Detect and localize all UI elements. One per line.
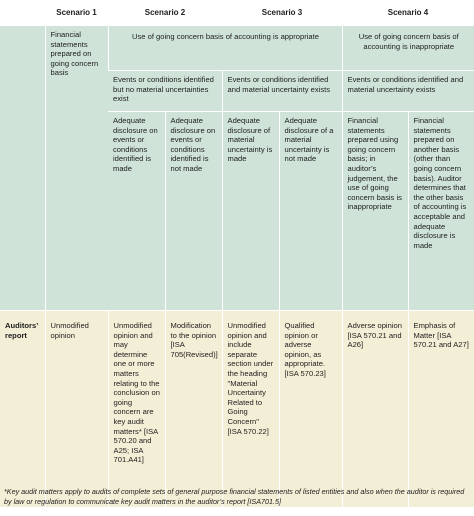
report-cell-3: Unmodified opinion and include separate section under the heading "Material Uncertainty Related to Going Concern" [ISA 570.22] [222, 311, 279, 508]
auditors-report-label: Auditors’ report [0, 311, 45, 508]
header-scenario-4: Scenario 4 [342, 0, 474, 26]
report-cell-1: Unmodified opinion and may determine one or more matters relating to the conclusion on going concern are key audit matters* [ISA 570.20 and A25; ISA 701.A41] [108, 311, 165, 508]
report-cell-2: Modification to the opinion [ISA 705(Revised)] [165, 311, 222, 508]
disclosure-cell-2: Adequate disclosure on events or conditions identified is not made [165, 112, 222, 311]
inappropriate-basis-cell: Use of going concern basis of accounting is inappropriate [342, 26, 474, 71]
report-cell-4: Qualified opinion or adverse opinion, as appropriate. [ISA 570.23] [279, 311, 342, 508]
events-no-uncertainty-cell: Events or conditions identified but no material uncertainties exist [108, 71, 222, 112]
disclosure-cell-4: Adequate disclosure of a material uncertainty is not made [279, 112, 342, 311]
disclosure-cell-3: Adequate disclosure of material uncertainty is made [222, 112, 279, 311]
disclosure-cell-6: Financial statements prepared on another basis (other than going concern basis). Auditor determines that the other basis of accounting is acceptable and adequate disclosure is made [408, 112, 474, 311]
disclosure-cell-1: Adequate disclosure on events or conditions identified is made [108, 112, 165, 311]
header-scenario-3: Scenario 3 [222, 0, 342, 26]
basis-row [0, 26, 474, 71]
header-empty [0, 0, 45, 26]
report-cell-5: Adverse opinion [ISA 570.21 and A26] [342, 311, 408, 508]
header-row [0, 0, 474, 26]
events-material-uncertainty-s4-cell: Events or conditions identified and material uncertainty exists [342, 71, 474, 112]
header-scenario-1: Scenario 1 [45, 0, 108, 26]
row-label-empty [0, 26, 45, 311]
scenario-1-basis: Financial statements prepared on going concern basis [45, 26, 108, 311]
auditors-report-row [0, 311, 474, 508]
key-audit-matters-footnote: *Key audit matters apply to audits of complete sets of general purpose financial statements of listed entities and also when the auditor is required by law or regulation to communicate key audit matters in the auditor’s report [ISA701.5] [4, 487, 465, 506]
events-material-uncertainty-cell: Events or conditions identified and material uncertainty exists [222, 71, 342, 112]
header-scenario-2: Scenario 2 [108, 0, 222, 26]
report-scenario-1: Unmodified opinion [45, 311, 108, 508]
appropriate-basis-cell: Use of going concern basis of accounting is appropriate [108, 26, 342, 71]
report-cell-6: Emphasis of Matter [ISA 570.21 and A27] [408, 311, 474, 508]
disclosure-cell-5: Financial statements prepared using going concern basis; in auditor’s judgement, the use of going concern basis is inappropriate [342, 112, 408, 311]
